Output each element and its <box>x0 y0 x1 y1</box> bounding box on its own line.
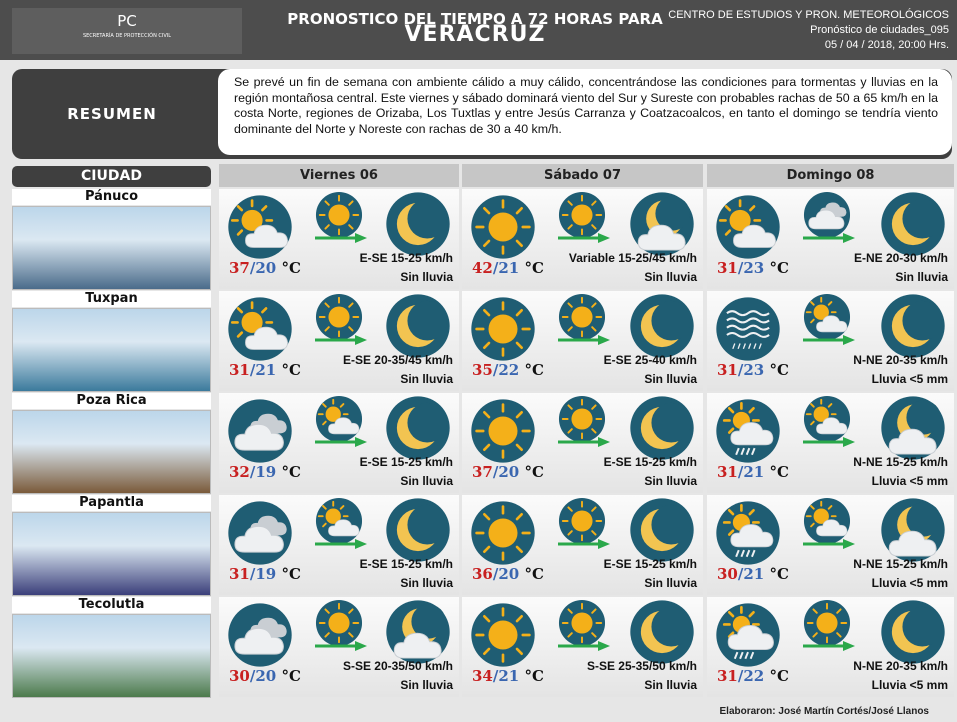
rain-text: Lluvia <5 mm <box>871 678 948 692</box>
forecast-cell <box>462 393 703 493</box>
moon-icon <box>880 293 946 359</box>
wind-arrow-icon <box>803 641 855 651</box>
temp-max: 31 <box>717 463 738 481</box>
forecast-cell <box>219 597 459 697</box>
partly-cloudy-icon <box>315 497 363 545</box>
temp-max: 36 <box>472 565 493 583</box>
sun-icon <box>470 500 536 566</box>
rain-text: Sin lluvia <box>895 270 948 284</box>
temp-min: 19 <box>255 463 277 481</box>
sun-icon <box>803 599 851 647</box>
partly-cloudy-rain-icon <box>715 602 781 668</box>
wind-text: E-SE 15-25 km/h <box>603 557 697 571</box>
temperature: 35/22 °C <box>472 361 544 379</box>
temp-unit: °C <box>281 667 301 685</box>
page-title-state: VERACRUZ <box>404 22 546 47</box>
moon-icon <box>629 293 695 359</box>
wind-arrow-icon <box>558 335 610 345</box>
sun-icon <box>470 602 536 668</box>
temp-min: 20 <box>255 259 277 277</box>
forecast-cell <box>462 189 703 289</box>
fog-drizzle-icon <box>715 296 781 362</box>
sun-icon <box>315 293 363 341</box>
temp-max: 30 <box>717 565 738 583</box>
wind-text: E-SE 20-35/45 km/h <box>342 353 453 367</box>
temperature: 37/20 °C <box>472 463 544 481</box>
temp-max: 31 <box>717 361 738 379</box>
sun-rain-icon <box>715 398 781 464</box>
header-info <box>668 8 949 53</box>
wind-text: E-SE 15-25 km/h <box>359 557 453 571</box>
temp-unit: °C <box>524 565 544 583</box>
rain-text: Sin lluvia <box>400 678 453 692</box>
temperature: 31/22 °C <box>717 667 789 685</box>
temp-unit: °C <box>769 565 789 583</box>
temp-unit: °C <box>769 667 789 685</box>
wind-arrow-icon <box>803 335 855 345</box>
temp-min: 21 <box>255 361 277 379</box>
rain-text: Sin lluvia <box>644 678 697 692</box>
partly-cloudy-icon <box>803 293 851 341</box>
partly-cloudy-icon <box>227 296 293 362</box>
wind-arrow-icon <box>803 437 855 447</box>
forecast-cell <box>462 495 703 595</box>
temp-max: 37 <box>229 259 250 277</box>
wind-arrow-icon <box>315 335 367 345</box>
rain-text: Sin lluvia <box>644 270 697 284</box>
partly-cloudy-icon <box>227 194 293 260</box>
wind-arrow-icon <box>315 641 367 651</box>
wind-text: E-SE 15-25 km/h <box>359 455 453 469</box>
temp-unit: °C <box>769 463 789 481</box>
city-column-header: CIUDAD <box>12 166 211 187</box>
city-name: Pánuco <box>12 189 211 205</box>
wind-text: E-SE 15-25 km/h <box>603 455 697 469</box>
partly-cloudy-icon <box>803 497 851 545</box>
page-title: PRONOSTICO DEL TIEMPO A 72 HORAS PARA <box>287 10 663 28</box>
wind-arrow-icon <box>558 233 610 243</box>
wind-arrow-icon <box>558 539 610 549</box>
sun-icon <box>558 395 606 443</box>
temp-unit: °C <box>281 565 301 583</box>
cloudy-icon <box>803 191 851 239</box>
rain-text: Sin lluvia <box>400 474 453 488</box>
wind-text: N-NE 20-35 km/h <box>853 659 948 673</box>
wind-text: N-NE 15-25 km/h <box>853 557 948 571</box>
temperature: 31/23 °C <box>717 361 789 379</box>
logo-initials: PC <box>117 12 137 30</box>
temp-min: 19 <box>255 565 277 583</box>
partly-cloudy-icon <box>803 395 851 443</box>
wind-arrow-icon <box>803 233 855 243</box>
temp-unit: °C <box>281 463 301 481</box>
temp-max: 37 <box>472 463 493 481</box>
moon-icon <box>629 395 695 461</box>
temperature: 31/19 °C <box>229 565 301 583</box>
summary-label: RESUMEN <box>67 105 157 123</box>
rain-text: Sin lluvia <box>644 474 697 488</box>
wind-text: Variable 15-25/45 km/h <box>568 251 697 265</box>
wind-arrow-icon <box>315 437 367 447</box>
cloudy-icon <box>227 500 293 566</box>
wind-text: E-SE 15-25 km/h <box>359 251 453 265</box>
wind-arrow-icon <box>803 539 855 549</box>
temp-min: 22 <box>743 667 765 685</box>
city-photo <box>12 512 211 596</box>
partly-cloudy-icon <box>315 395 363 443</box>
wind-text: N-NE 15-25 km/h <box>853 455 948 469</box>
sun-icon <box>558 599 606 647</box>
temp-max: 31 <box>717 259 738 277</box>
temp-unit: °C <box>281 361 301 379</box>
agency-logo <box>12 8 242 54</box>
sun-icon <box>558 497 606 545</box>
temp-unit: °C <box>524 463 544 481</box>
forecast-cell <box>707 189 954 289</box>
temp-max: 31 <box>717 667 738 685</box>
temp-unit: °C <box>524 259 544 277</box>
sun-icon <box>315 191 363 239</box>
sun-icon <box>470 194 536 260</box>
organization-name: CENTRO DE ESTUDIOS Y PRON. METEOROLÓGICOS <box>668 9 949 21</box>
sun-icon <box>558 293 606 341</box>
moon-cloud-icon <box>880 395 946 461</box>
temp-max: 35 <box>472 361 493 379</box>
sun-icon <box>315 599 363 647</box>
day-header-1: Viernes 06 <box>219 164 459 187</box>
moon-icon <box>385 293 451 359</box>
wind-text: N-NE 20-35 km/h <box>853 353 948 367</box>
wind-text: S-SE 25-35/50 km/h <box>586 659 697 673</box>
forecast-cell <box>707 393 954 493</box>
credits: Elaboraron: José Martín Cortés/José Llanos <box>719 706 929 717</box>
city-photo <box>12 614 211 698</box>
temp-unit: °C <box>769 259 789 277</box>
wind-arrow-icon <box>315 539 367 549</box>
issue-date: 05 / 04 / 2018, 20:00 Hrs. <box>824 39 949 51</box>
day-header-3: Domingo 08 <box>707 164 954 187</box>
forecast-cell <box>707 597 954 697</box>
temp-unit: °C <box>769 361 789 379</box>
temperature: 31/23 °C <box>717 259 789 277</box>
temp-min: 23 <box>743 259 765 277</box>
rain-text: Sin lluvia <box>400 270 453 284</box>
moon-icon <box>385 497 451 563</box>
forecast-cell <box>462 291 703 391</box>
wind-text: E-SE 25-40 km/h <box>603 353 697 367</box>
temp-min: 20 <box>255 667 277 685</box>
sun-rain-icon <box>715 500 781 566</box>
wind-text: E-NE 20-30 km/h <box>853 251 948 265</box>
forecast-cell <box>219 495 459 595</box>
temp-min: 20 <box>498 565 520 583</box>
temp-max: 30 <box>229 667 250 685</box>
logo-agency-name: SECRETARÍA DE PROTECCIÓN CIVIL <box>82 33 172 39</box>
rain-text: Lluvia <5 mm <box>871 474 948 488</box>
sun-icon <box>470 296 536 362</box>
forecast-cell <box>707 495 954 595</box>
wind-text: S-SE 20-35/50 km/h <box>342 659 453 673</box>
temperature: 31/21 °C <box>717 463 789 481</box>
temperature: 42/21 °C <box>472 259 544 277</box>
wind-arrow-icon <box>558 641 610 651</box>
moon-icon <box>629 599 695 665</box>
temp-unit: °C <box>524 667 544 685</box>
city-name: Tecolutla <box>12 597 211 613</box>
forecast-cell <box>707 291 954 391</box>
rain-text: Lluvia <5 mm <box>871 576 948 590</box>
moon-cloud-icon <box>385 599 451 665</box>
moon-cloud-icon <box>629 191 695 257</box>
temp-min: 21 <box>498 259 520 277</box>
temp-min: 21 <box>498 667 520 685</box>
city-photo <box>12 206 211 290</box>
city-photo <box>12 410 211 494</box>
temp-min: 21 <box>743 565 765 583</box>
rain-text: Sin lluvia <box>644 372 697 386</box>
wind-arrow-icon <box>315 233 367 243</box>
forecast-cell <box>219 393 459 493</box>
partly-cloudy-icon <box>715 194 781 260</box>
forecast-cell <box>219 291 459 391</box>
temp-max: 32 <box>229 463 250 481</box>
moon-icon <box>880 191 946 257</box>
wind-arrow-icon <box>558 437 610 447</box>
moon-icon <box>880 599 946 665</box>
moon-cloud-icon <box>880 497 946 563</box>
sun-icon <box>558 191 606 239</box>
rain-text: Sin lluvia <box>400 372 453 386</box>
temp-min: 22 <box>498 361 520 379</box>
temp-max: 31 <box>229 565 250 583</box>
temp-unit: °C <box>281 259 301 277</box>
temperature: 30/20 °C <box>229 667 301 685</box>
city-photo <box>12 308 211 392</box>
temperature: 31/21 °C <box>229 361 301 379</box>
rain-text: Sin lluvia <box>400 576 453 590</box>
document-id: Pronóstico de ciudades_095 <box>810 24 949 36</box>
city-name: Tuxpan <box>12 291 211 307</box>
forecast-cell <box>462 597 703 697</box>
city-name: Papantla <box>12 495 211 511</box>
temperature: 32/19 °C <box>229 463 301 481</box>
temperature: 30/21 °C <box>717 565 789 583</box>
sun-icon <box>470 398 536 464</box>
temp-max: 34 <box>472 667 493 685</box>
city-name: Poza Rica <box>12 393 211 409</box>
temperature: 36/20 °C <box>472 565 544 583</box>
cloudy-icon <box>227 398 293 464</box>
day-header-2: Sábado 07 <box>462 164 703 187</box>
temperature: 34/21 °C <box>472 667 544 685</box>
rain-text: Sin lluvia <box>644 576 697 590</box>
temp-max: 31 <box>229 361 250 379</box>
temp-max: 42 <box>472 259 493 277</box>
moon-icon <box>385 395 451 461</box>
summary-text: Se prevé un fin de semana con ambiente cálido a muy cálido, concentrándose las condiciones para tormentas y lluvias en la región montañosa central. Este viernes y sábado dominará viento del Sur y Sureste con probables rachas de 50 a 65 km/h en la costa Norte, regiones de Orizaba, Los Tuxtlas y entre Jesús Carranza y Coatzacoalcos, en tanto el domingo se tendría viento dominante del Norte y Noreste con rachas de 30 a 40 km/h. <box>218 69 952 155</box>
moon-icon <box>629 497 695 563</box>
moon-icon <box>385 191 451 257</box>
temp-min: 21 <box>743 463 765 481</box>
cloudy-icon <box>227 602 293 668</box>
temp-min: 20 <box>498 463 520 481</box>
rain-text: Lluvia <5 mm <box>871 372 948 386</box>
forecast-cell <box>219 189 459 289</box>
temp-unit: °C <box>524 361 544 379</box>
temp-min: 23 <box>743 361 765 379</box>
temperature: 37/20 °C <box>229 259 301 277</box>
